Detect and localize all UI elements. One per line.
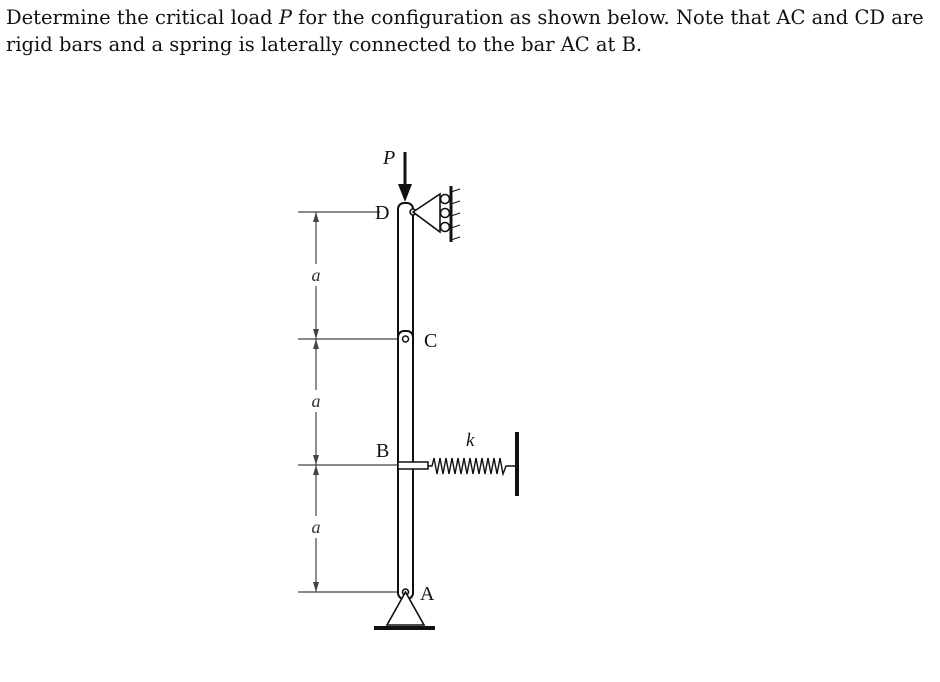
label-A: A (420, 583, 435, 605)
load-arrow-head (398, 184, 412, 202)
label-D: D (375, 202, 390, 224)
dim-label-a-mid: a (311, 391, 321, 411)
label-C: C (424, 330, 438, 352)
roller-support-D (410, 186, 460, 242)
load-label-P: P (383, 147, 396, 169)
label-B: B (376, 440, 390, 462)
problem-line-1-before: Determine the critical load (6, 6, 279, 29)
spring-label-k: k (466, 430, 475, 451)
hinge-C (403, 336, 409, 342)
spring-B (398, 432, 517, 496)
rigid-bar-CD (398, 203, 413, 345)
problem-line-2: rigid bars and a spring is laterally connected to the bar AC at B. (6, 33, 643, 56)
load-variable: P (278, 6, 292, 29)
problem-line-1-after: for the configuration as shown below. Note that AC and CD are (291, 6, 924, 29)
dim-label-a-bot: a (311, 517, 321, 537)
dim-label-a-top: a (311, 265, 321, 285)
